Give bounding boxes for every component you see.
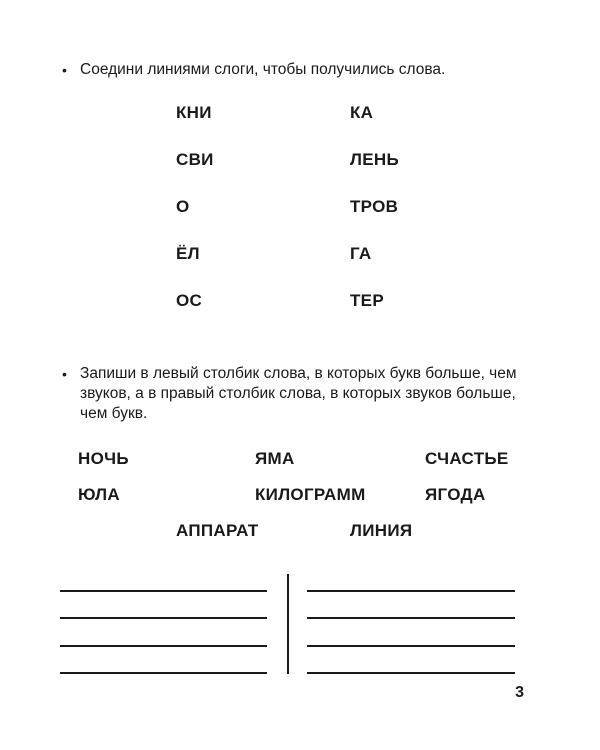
task-2-text: Запиши в левый столбик слова, в которых букв больше, чем звуков, а в правый столбик слова, в которых звуков больше, чем букв. — [80, 365, 517, 422]
column-divider — [287, 574, 289, 674]
syllable-left-5: ОС — [176, 291, 203, 310]
word-liniya: ЛИНИЯ — [350, 521, 413, 540]
answer-line-left-4[interactable] — [60, 672, 267, 674]
word-schastye: СЧАСТЬЕ — [425, 449, 509, 468]
bullet-icon: • — [62, 62, 67, 78]
syllable-left-3: О — [176, 197, 190, 216]
bullet-icon: • — [62, 366, 67, 382]
answer-line-left-2[interactable] — [60, 617, 267, 619]
syllable-right-5: ТЕР — [350, 291, 384, 310]
syllable-right-4: ГА — [350, 244, 372, 263]
answer-line-left-3[interactable] — [60, 645, 267, 647]
syllable-right-3: ТРОВ — [350, 197, 399, 216]
page-number: 3 — [515, 684, 524, 701]
answer-line-left-1[interactable] — [60, 590, 267, 592]
word-yama: ЯМА — [255, 449, 295, 468]
syllable-left-1: КНИ — [176, 103, 212, 122]
answer-line-right-4[interactable] — [307, 672, 515, 674]
answer-line-right-1[interactable] — [307, 590, 515, 592]
syllable-left-2: СВИ — [176, 150, 214, 169]
word-yula: ЮЛА — [78, 485, 120, 504]
word-yagoda: ЯГОДА — [425, 485, 486, 504]
syllable-left-4: ЁЛ — [176, 244, 200, 263]
task-2-instruction — [62, 364, 532, 424]
word-noch: НОЧЬ — [78, 449, 129, 468]
syllable-right-2: ЛЕНЬ — [350, 150, 399, 169]
task-1-instruction — [62, 60, 532, 80]
word-kilogramm: КИЛОГРАММ — [255, 485, 366, 504]
syllable-right-1: КА — [350, 103, 374, 122]
answer-line-right-2[interactable] — [307, 617, 515, 619]
word-apparat: АППАРАТ — [176, 521, 259, 540]
answer-line-right-3[interactable] — [307, 645, 515, 647]
task-1-text: Соедини линиями слоги, чтобы получились слова. — [80, 61, 446, 78]
